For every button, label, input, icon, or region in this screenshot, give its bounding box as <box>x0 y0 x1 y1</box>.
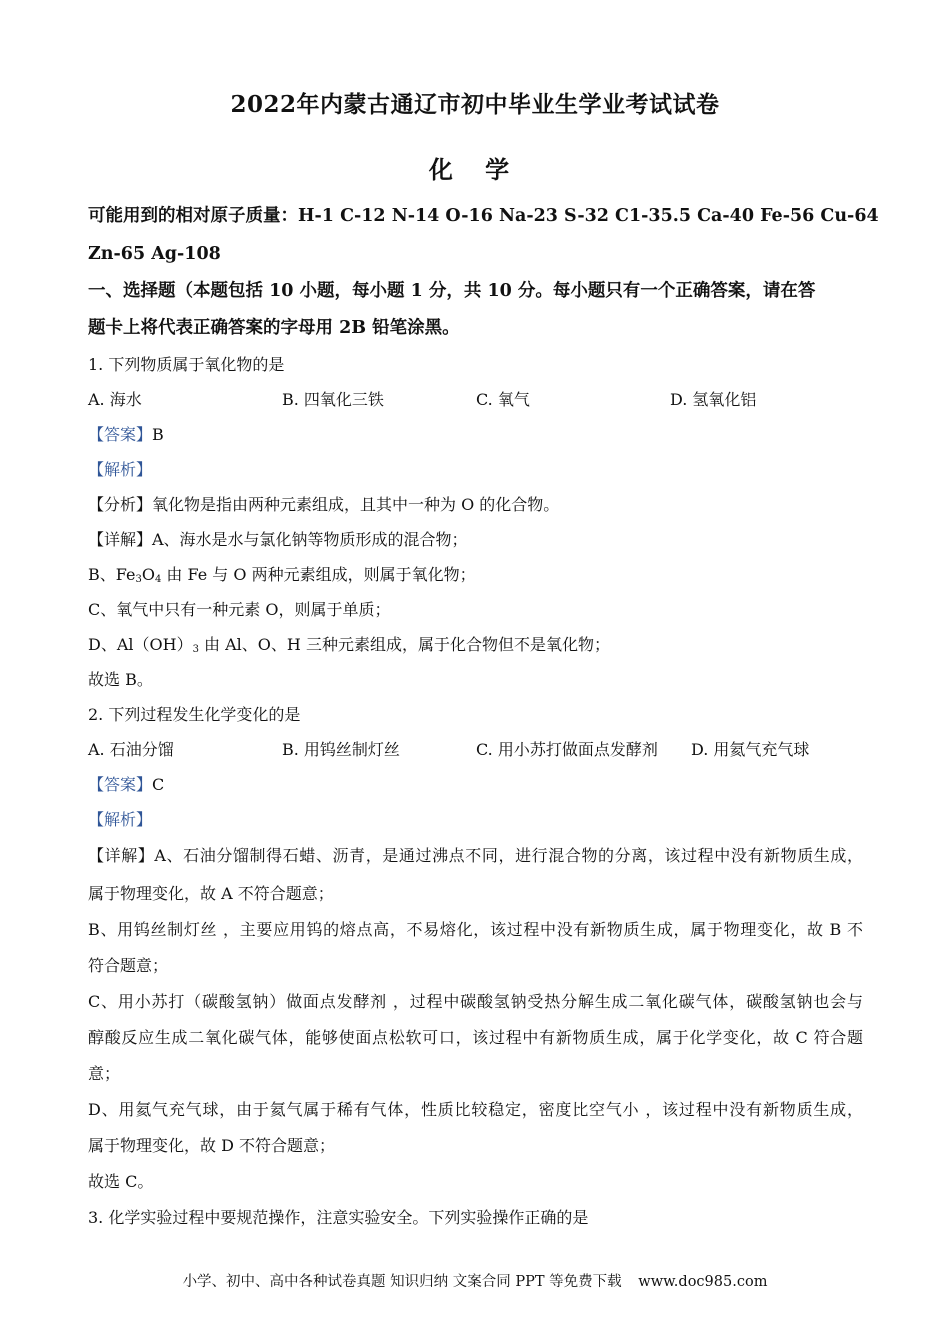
q1-detail-d-post: 由 Al、O、H 三种元素组成，属于化合物但不是氧化物； <box>198 635 610 654</box>
q2-detail-b-line2: 符合题意； <box>88 956 169 975</box>
subject-heading: 化 学 <box>428 155 522 184</box>
page-footer <box>0 1270 950 1291</box>
q1-detail-d <box>88 635 863 660</box>
section1-heading-line1: 一、选择题（本题包括 10 小题，每小题 1 分，共 10 分。每小题只有一个正确答案，请在答 <box>88 281 816 301</box>
q1-detail-b-post: 由 Fe 与 O 两种元素组成，则属于氧化物； <box>161 565 476 584</box>
q2-detail-c-line3: 意； <box>88 1064 121 1083</box>
answer-tag: 【答案】 <box>88 425 153 444</box>
q2-detail-a-line1: 【详解】A、石油分馏制得石蜡、沥青，是通过沸点不同，进行混合物的分离，该过程中没有新物质生成， <box>88 846 863 865</box>
q1-detail-c: C、氧气中只有一种元素 O，则属于单质； <box>88 600 391 619</box>
q1-detail-d-sub: 3 <box>192 644 199 655</box>
q1-detail-b-pre: B、Fe <box>88 565 136 584</box>
q1-answer <box>88 425 863 445</box>
q1-detail-b-mid: O <box>141 565 155 584</box>
q2-detail-c-line2: 醇酸反应生成二氧化碳气体，能够使面点松软可口，该过程中有新物质生成，属于化学变化，故 C 符合题 <box>88 1028 863 1047</box>
page-title: 2022年内蒙古通辽市初中毕业生学业考试试卷 <box>230 91 720 118</box>
q2-detail-b-line1: B、用钨丝制灯丝 ，主要应用钨的熔点高，不易熔化，该过程中没有新物质生成，属于物理变化，故 B 不 <box>88 920 863 939</box>
q2-stem: 2. 下列过程发生化学变化的是 <box>88 705 301 724</box>
footer-text: 小学、初中、高中各种试卷真题 知识归纳 文案合同 PPT 等免费下载 <box>182 1274 622 1290</box>
answer-tag: 【答案】 <box>88 775 153 794</box>
q1-answer-value: B <box>152 425 164 444</box>
q2-analysis-tag: 【解析】 <box>88 810 153 829</box>
q2-option-c: C. 用小苏打做面点发酵剂 <box>476 740 658 759</box>
q1-option-a: A. 海水 <box>88 390 142 409</box>
q2-conclusion: 故选 C。 <box>88 1172 154 1191</box>
q1-analysis: 【分析】氧化物是指由两种元素组成，且其中一种为 O 的化合物。 <box>88 495 560 514</box>
q1-detail-b-sub2: 4 <box>154 574 162 585</box>
q2-detail-d-line2: 属于物理变化，故 D 不符合题意； <box>88 1136 336 1155</box>
q2-detail-a-line2: 属于物理变化，故 A 不符合题意； <box>88 884 334 903</box>
q2-detail-d-line1: D、用氦气充气球，由于氦气属于稀有气体，性质比较稳定，密度比空气小 ，该过程中没有新物质生成， <box>88 1100 863 1119</box>
atomic-masses-line2: Zn-65 Ag-108 <box>88 244 221 264</box>
q2-option-a: A. 石油分馏 <box>88 740 174 759</box>
footer-link[interactable]: www.doc985.com <box>638 1274 768 1290</box>
q2-answer-value: C <box>152 775 165 794</box>
q1-detail-a: 【详解】A、海水是水与氯化钠等物质形成的混合物； <box>88 530 468 549</box>
q1-option-c: C. 氧气 <box>476 390 530 409</box>
q2-option-b: B. 用钨丝制灯丝 <box>282 740 400 759</box>
q1-stem: 1. 下列物质属于氧化物的是 <box>88 355 285 374</box>
q1-detail-b-sub1: 3 <box>135 574 142 585</box>
q1-option-b: B. 四氧化三铁 <box>282 390 384 409</box>
q2-detail-c-line1: C、用小苏打（碳酸氢钠）做面点发酵剂 ，过程中碳酸氢钠受热分解生成二氧化碳气体，碳酸氢钠也会与 <box>88 992 863 1011</box>
q1-conclusion: 故选 B。 <box>88 670 153 689</box>
q3-stem: 3. 化学实验过程中要规范操作，注意实验安全。下列实验操作正确的是 <box>88 1208 589 1227</box>
q2-answer <box>88 775 863 795</box>
q2-option-d: D. 用氦气充气球 <box>691 740 810 759</box>
q1-analysis-tag: 【解析】 <box>88 460 153 479</box>
q1-option-d: D. 氢氧化铝 <box>670 390 757 409</box>
atomic-masses-line1: 可能用到的相对原子质量：H-1 C-12 N-14 O-16 Na-23 S-32 C1-35.5 Ca-40 Fe-56 Cu-64 <box>88 206 879 226</box>
q1-detail-b <box>88 565 863 590</box>
section1-heading-line2: 题卡上将代表正确答案的字母用 2B 铅笔涂黑。 <box>88 318 460 338</box>
q1-detail-d-pre: D、Al（OH） <box>88 635 193 654</box>
